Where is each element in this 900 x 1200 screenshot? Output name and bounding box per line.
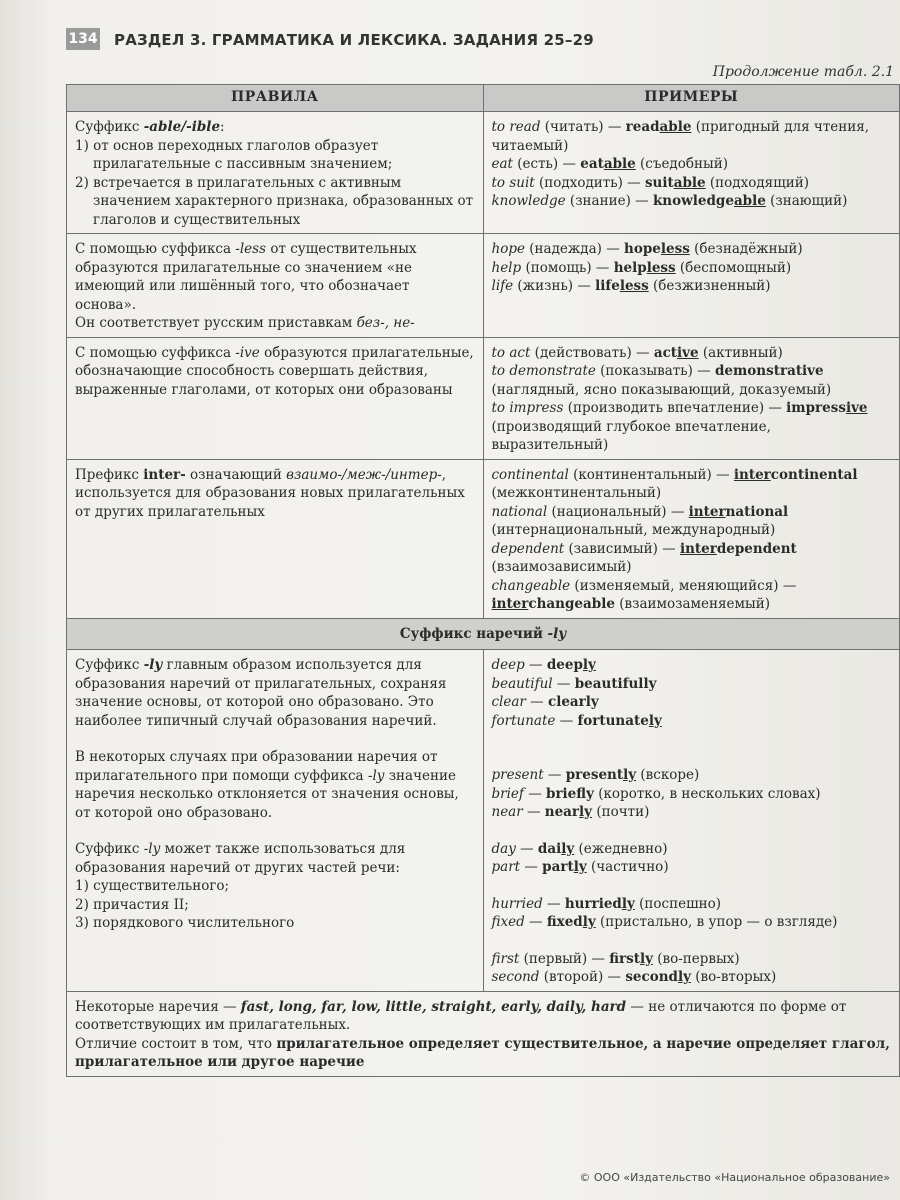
- column-header-examples: ПРИМЕРЫ: [483, 85, 900, 112]
- rule-cell: Префикс inter- означающий взаимо-/меж-/интер-, используется для образования новых прилагательных от других прилагательных: [67, 459, 484, 618]
- table-continuation-label: Продолжение табл. 2.1: [712, 64, 894, 80]
- rule-cell: С помощью суффикса -less от существительных образуются прилагательные со значением «не имеющий или лишённый того, что обозначает основа». Он соответствует русским приставкам без-, не-: [67, 234, 484, 338]
- page-number: 134: [66, 28, 100, 50]
- note-row: [67, 991, 900, 1076]
- table-row: [67, 112, 900, 234]
- grammar-table: [66, 84, 900, 1077]
- note-cell: Некоторые наречия — fast, long, far, low, little, straight, early, daily, hard — не отличаются по форме от соответствующих им прилагательных. Отличие состоит в том, что прилагательное определяет существительное, а наречие определяет глагол, прилагательное или другое наречие: [67, 991, 900, 1076]
- examples-cell: to act (действовать) — active (активный) to demonstrate (показывать) — demonstrative (наглядный, ясно показывающий, доказуемый) to impress (производить впечатление) — impressive (производящий глубокое впечатление, выразительный): [483, 337, 900, 459]
- table-row: [67, 650, 900, 992]
- examples-cell: continental (континентальный) — intercontinental (межконтинентальный) national (национальный) — international (интернациональный, международный) dependent (зависимый) — interdependent (взаимозависимый) changeable (изменяемый, меняющийся) — interchangeable (взаимозаменяемый): [483, 459, 900, 618]
- rule-cell: Суффикс -able/-ible: 1) от основ переходных глаголов образует прилагательные с пассивным значением; 2) встречается в прилагательных с активным значением характерного признака, образованных от глаголов и существительных: [67, 112, 484, 234]
- examples-cell: deep — deeply beautiful — beautifully clear — clearly fortunate — fortunately present — presently (вскоре) brief — briefly (коротко, в нескольких словах) near — nearly (почти) day — daily (ежедневно) part — partly (частично) hurried — hurriedly (поспешно) fixed — fixedly (пристально, в упор — о взгляде) first (первый) — firstly (во-первых) second (второй) — secondly (во-вторых): [483, 650, 900, 992]
- section-row: [67, 618, 900, 650]
- table-row: [67, 337, 900, 459]
- table-row: [67, 234, 900, 338]
- section-title: Суффикс наречий -ly: [67, 618, 900, 650]
- table-row: [67, 459, 900, 618]
- examples-cell: hope (надежда) — hopeless (безнадёжный) help (помощь) — helpless (беспомощный) life (жизнь) — lifeless (безжизненный): [483, 234, 900, 338]
- publisher-copyright: © ООО «Издательство «Национальное образование»: [579, 1171, 890, 1184]
- column-header-rules: ПРАВИЛА: [67, 85, 484, 112]
- rule-cell: С помощью суффикса -ive образуются прилагательные, обозначающие способность совершать действия, выраженные глаголами, от которых они образованы: [67, 337, 484, 459]
- rule-cell: Суффикс -ly главным образом используется для образования наречий от прилагательных, сохраняя значение основы, от которой оно образовано. Это наиболее типичный случай образования наречий. В некоторых случаях при образовании наречия от прилагательного при помощи суффикса -ly значение наречия несколько отклоняется от значения основы, от которой оно образовано. Суффикс -ly может также использоваться для образования наречий от других частей речи: 1) существительного; 2) причастия II; 3) порядкового числительного: [67, 650, 484, 992]
- table-header-row: [67, 85, 900, 112]
- section-header: РАЗДЕЛ 3. ГРАММАТИКА И ЛЕКСИКА. ЗАДАНИЯ 25–29: [114, 31, 594, 49]
- examples-cell: to read (читать) — readable (пригодный для чтения, читаемый) eat (есть) — eatable (съедобный) to suit (подходить) — suitable (подходящий) knowledge (знание) — knowledgeable (знающий): [483, 112, 900, 234]
